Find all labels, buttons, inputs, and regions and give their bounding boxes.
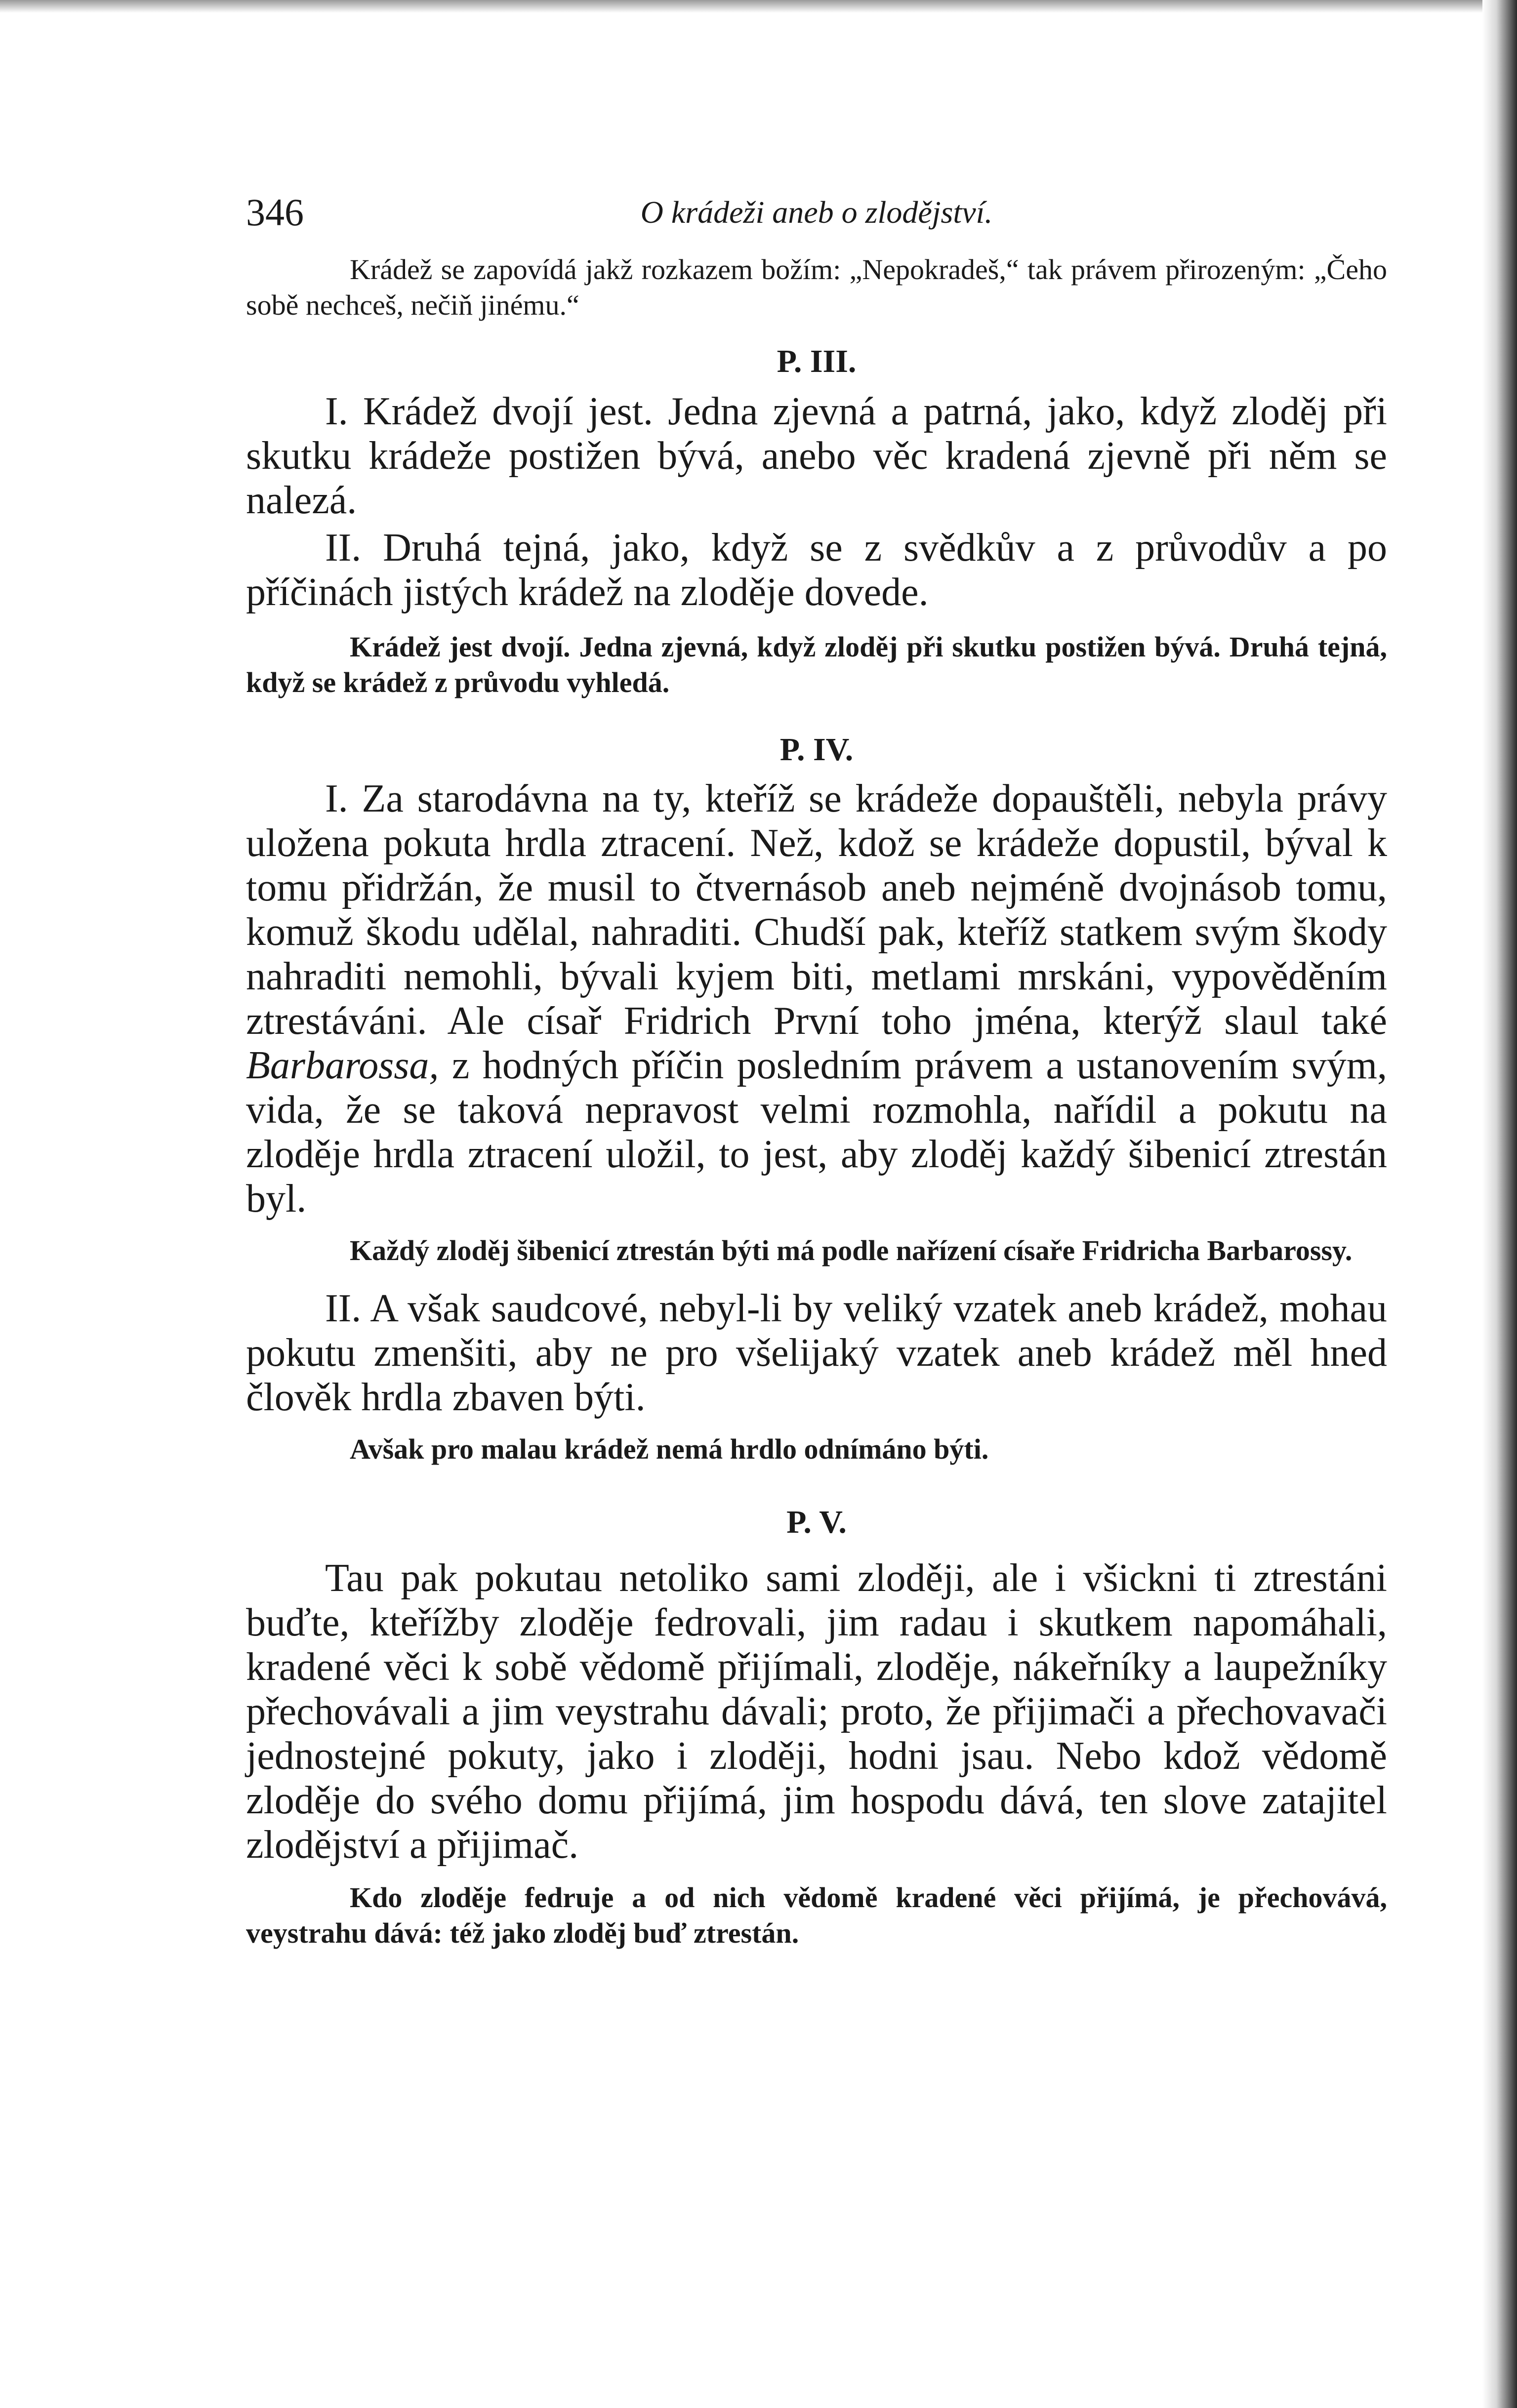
book-page bbox=[246, 188, 1387, 1951]
paragraph-iii-2: II. Druhá tejná, jako, když se z svědkův a z průvodův a po příčinách jistých krádež na zloděje dovede. bbox=[246, 526, 1387, 614]
paragraph-iv-1 bbox=[246, 776, 1387, 1221]
paragraph-iv-1-text: I. Za starodávna na ty, kteříž se krádeže dopauštěli, nebyla právy uložena pokuta hrdla ztracení. Než, kdož se krádeže dopustil, býval k tomu přidržán, že musil to čtvernásob aneb nejméně dvojnásob tomu, komuž škodu udělal, nahraditi. Chudší pak, kteříž statkem svým škody nahraditi nemohli, bývali kyjem biti, metlami mrskáni, vypověděním ztrestáváni. Ale císař Fridrich První toho jména, kterýž slaul také bbox=[246, 777, 1387, 1043]
section-heading-iv: P. IV. bbox=[779, 732, 854, 768]
note-iv-1: Každý zloděj šibenicí ztrestán býti má podle nařízení císaře Fridricha Barbarossy. bbox=[350, 1234, 1353, 1266]
note-intro: Krádež se zapovídá jakž rozkazem božím: „Nepokradeš,“ tak právem přirozeným: „Čeho sobě nechceš, nečiň jinému.“ bbox=[246, 253, 1387, 321]
paragraph-v: Tau pak pokutau netoliko sami zloději, ale i všickni ti ztrestáni buďte, kteřížby zloděje fedrovali, jim radau i skutkem napomáhali, kradené věci k sobě vědomě přijímali, zloděje, nákeřníky a laupežníky přechovávali a jim veystrahu dávali; proto, že přijimači a přechovavači jednostejné pokuty, jako i zloději, hodni jsau. Nebo kdož vědomě zloděje do svého domu přijímá, jim hospodu dává, ten slove zatajitel zlodějství a přijimač. bbox=[246, 1556, 1387, 1867]
paragraph-iii-1: I. Krádež dvojí jest. Jedna zjevná a patrná, jako, když zloděj při skutku krádeže postižen bývá, anebo věc kradená zjevně při něm se nalezá. bbox=[246, 390, 1387, 522]
note-iv-2: Avšak pro malau krádež nemá hrdlo odnímáno býti. bbox=[350, 1433, 989, 1465]
running-title: O krádeži aneb o zlodějství. bbox=[640, 195, 993, 230]
paragraph-iv-1-text-end: z hodných příčin posledním právem a ustanovením svým, vida, že se taková nepravost velmi rozmohla, nařídil a pokutu na zloděje hrdla ztracení uložil, to jest, aby zloděj každý šibenicí ztrestán byl. bbox=[246, 1044, 1387, 1221]
scan-top-edge bbox=[0, 0, 1517, 13]
paragraph-iv-1-italic: Barbarossa, bbox=[246, 1044, 439, 1087]
section-heading-v: P. V. bbox=[786, 1504, 847, 1540]
note-v: Kdo zloděje fedruje a od nich vědomě kradené věci přijímá, je přechovává, veystrahu dává: též jako zloděj buď ztrestán. bbox=[246, 1881, 1387, 1949]
page-header bbox=[246, 188, 1387, 247]
section-heading-iii: P. III. bbox=[777, 343, 857, 379]
note-iii: Krádež jest dvojí. Jedna zjevná, když zloděj při skutku postižen bývá. Druhá tejná, když se krádež z průvodu vyhledá. bbox=[246, 631, 1387, 698]
paragraph-iv-2: II. A však saudcové, nebyl-li by veliký vzatek aneb krádež, mohau pokutu zmenšiti, aby ne pro všelijaký vzatek aneb krádež měl hned člověk hrdla zbaven býti. bbox=[246, 1287, 1387, 1419]
scan-right-edge bbox=[1482, 0, 1517, 2408]
page-number: 346 bbox=[246, 191, 304, 234]
